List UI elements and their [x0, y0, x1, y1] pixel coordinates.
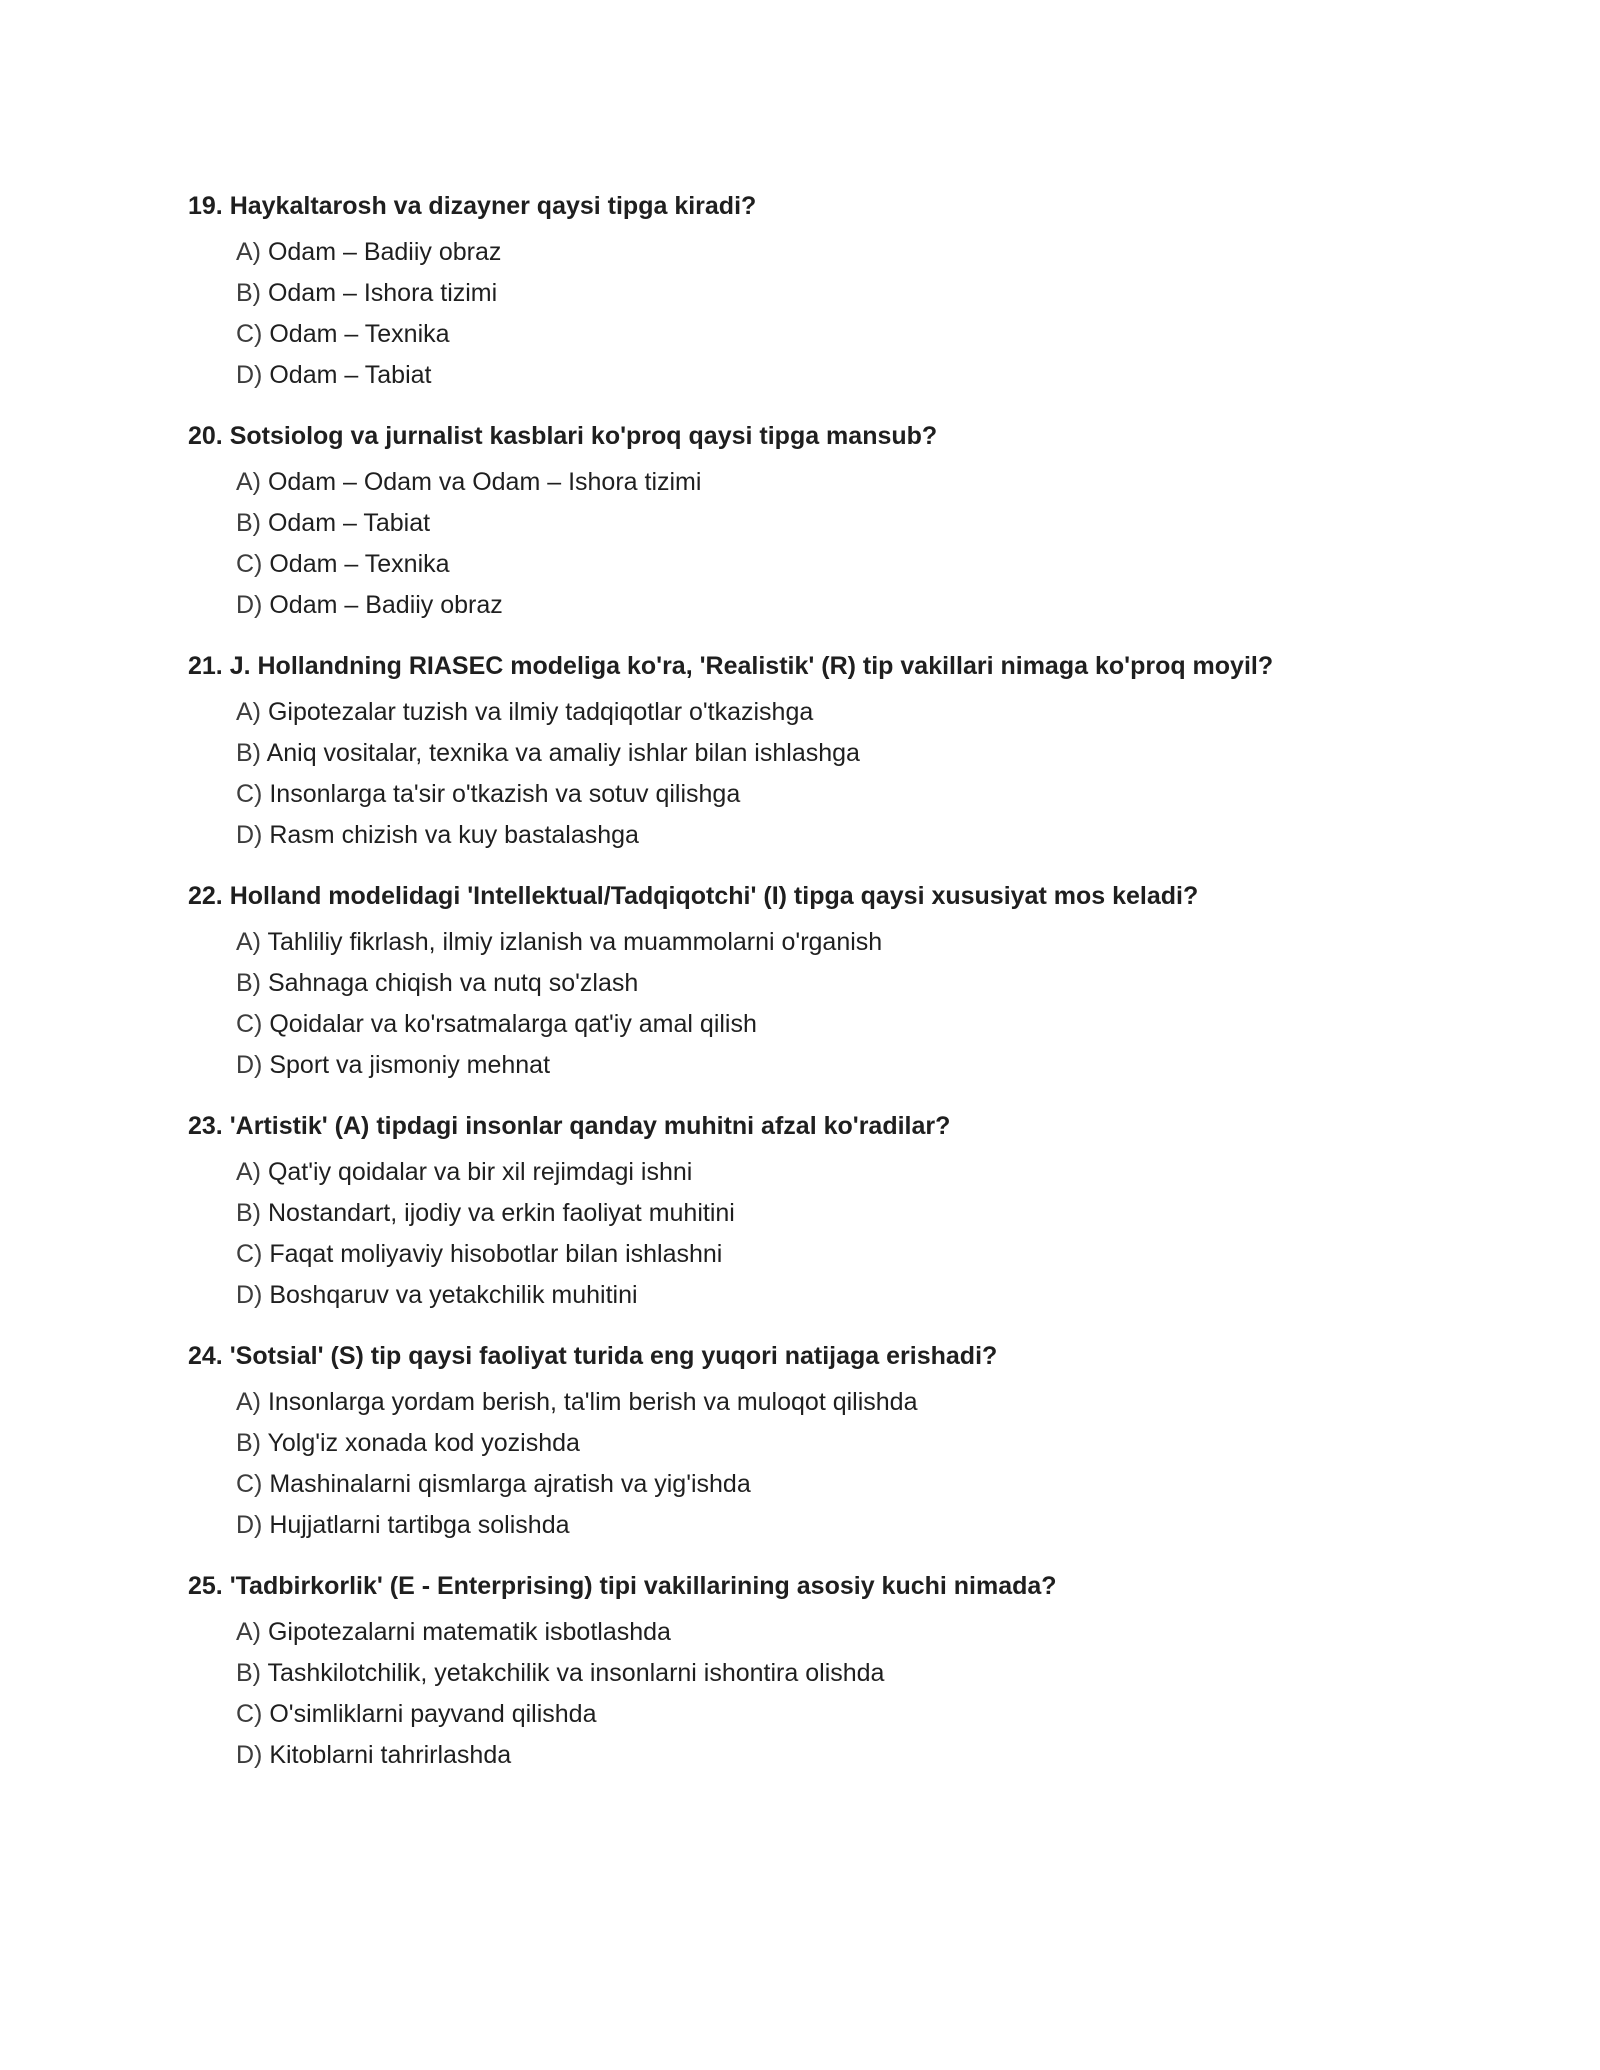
- option-list: [188, 1382, 1428, 1546]
- option-letter: C): [236, 1240, 263, 1268]
- option-text: Sahnaga chiqish va nutq so'zlash: [267, 969, 639, 997]
- option-text: Odam – Odam va Odam – Ishora tizimi: [267, 468, 702, 496]
- option-letter: B): [236, 1659, 261, 1687]
- option-d: [236, 815, 1428, 856]
- option-text: Odam – Texnika: [269, 550, 450, 578]
- option-letter: B): [236, 1429, 261, 1457]
- option-letter: A): [236, 1618, 261, 1646]
- option-d: [236, 1735, 1428, 1776]
- option-d: [236, 585, 1428, 626]
- option-letter: C): [236, 1470, 263, 1498]
- option-c: [236, 1234, 1428, 1275]
- option-c: [236, 1004, 1428, 1045]
- question-title: 22. Holland modelidagi 'Intellektual/Tadqiqotchi' (I) tipga qaysi xususiyat mos keladi?: [188, 882, 1199, 910]
- option-b: [236, 733, 1428, 774]
- option-letter: D): [236, 591, 263, 619]
- option-list: [188, 1612, 1428, 1776]
- option-d: [236, 355, 1428, 396]
- option-letter: D): [236, 1281, 263, 1309]
- option-d: [236, 1275, 1428, 1316]
- question-title: 20. Sotsiolog va jurnalist kasblari ko'proq qaysi tipga mansub?: [188, 422, 938, 450]
- option-a: [236, 232, 1428, 273]
- question-23: [188, 1106, 1428, 1316]
- option-text: Faqat moliyaviy hisobotlar bilan ishlashni: [269, 1240, 723, 1268]
- question-25: [188, 1566, 1428, 1776]
- option-text: Insonlarga ta'sir o'tkazish va sotuv qilishga: [269, 780, 741, 808]
- question-list: [188, 186, 1428, 1796]
- option-text: Nostandart, ijodiy va erkin faoliyat muhitini: [267, 1199, 735, 1227]
- option-letter: A): [236, 1388, 261, 1416]
- option-a: [236, 462, 1428, 503]
- option-text: Tahliliy fikrlash, ilmiy izlanish va muammolarni o'rganish: [267, 928, 883, 956]
- option-c: [236, 774, 1428, 815]
- question-19: [188, 186, 1428, 396]
- option-list: [188, 922, 1428, 1086]
- question-title: 23. 'Artistik' (A) tipdagi insonlar qanday muhitni afzal ko'radilar?: [188, 1112, 951, 1140]
- option-b: [236, 1653, 1428, 1694]
- option-text: Gipotezalar tuzish va ilmiy tadqiqotlar o'tkazishga: [267, 698, 814, 726]
- option-text: O'simliklarni payvand qilishda: [269, 1700, 597, 1728]
- option-text: Odam – Tabiat: [269, 361, 432, 389]
- option-a: [236, 1152, 1428, 1193]
- option-b: [236, 503, 1428, 544]
- option-text: Hujjatlarni tartibga solishda: [269, 1511, 570, 1539]
- option-letter: A): [236, 238, 261, 266]
- option-a: [236, 692, 1428, 733]
- option-text: Sport va jismoniy mehnat: [269, 1051, 551, 1079]
- option-text: Rasm chizish va kuy bastalashga: [269, 821, 639, 849]
- question-title: 21. J. Hollandning RIASEC modeliga ko'ra, 'Realistik' (R) tip vakillari nimaga ko'proq moyil?: [188, 652, 1274, 680]
- question-title: 25. 'Tadbirkorlik' (E - Enterprising) tipi vakillarining asosiy kuchi nimada?: [188, 1572, 1057, 1600]
- option-text: Odam – Tabiat: [267, 509, 431, 537]
- option-letter: C): [236, 1700, 263, 1728]
- option-letter: D): [236, 821, 263, 849]
- option-d: [236, 1045, 1428, 1086]
- option-text: Odam – Badiiy obraz: [267, 238, 502, 266]
- question-24: [188, 1336, 1428, 1546]
- option-list: [188, 232, 1428, 396]
- option-c: [236, 544, 1428, 585]
- option-letter: A): [236, 698, 261, 726]
- option-a: [236, 1382, 1428, 1423]
- option-text: Yolg'iz xonada kod yozishda: [267, 1429, 580, 1457]
- option-text: Aniq vositalar, texnika va amaliy ishlar bilan ishlashga: [266, 739, 860, 767]
- question-title: 24. 'Sotsial' (S) tip qaysi faoliyat turida eng yuqori natijaga erishadi?: [188, 1342, 998, 1370]
- option-letter: A): [236, 468, 261, 496]
- option-letter: D): [236, 1511, 263, 1539]
- option-text: Odam – Badiiy obraz: [269, 591, 503, 619]
- option-c: [236, 1694, 1428, 1735]
- option-a: [236, 1612, 1428, 1653]
- option-letter: B): [236, 1199, 261, 1227]
- option-list: [188, 1152, 1428, 1316]
- option-c: [236, 314, 1428, 355]
- option-text: Insonlarga yordam berish, ta'lim berish va muloqot qilishda: [267, 1388, 918, 1416]
- option-c: [236, 1464, 1428, 1505]
- question-title: 19. Haykaltarosh va dizayner qaysi tipga kiradi?: [188, 192, 757, 220]
- option-d: [236, 1505, 1428, 1546]
- option-b: [236, 273, 1428, 314]
- option-letter: B): [236, 739, 261, 767]
- option-list: [188, 692, 1428, 856]
- option-letter: A): [236, 1158, 261, 1186]
- option-letter: D): [236, 361, 263, 389]
- option-b: [236, 1193, 1428, 1234]
- option-b: [236, 963, 1428, 1004]
- option-letter: B): [236, 509, 261, 537]
- option-text: Odam – Texnika: [269, 320, 450, 348]
- option-letter: D): [236, 1741, 263, 1769]
- option-letter: A): [236, 928, 261, 956]
- option-text: Boshqaruv va yetakchilik muhitini: [269, 1281, 638, 1309]
- option-text: Tashkilotchilik, yetakchilik va insonlarni ishontira olishda: [267, 1659, 885, 1687]
- option-text: Kitoblarni tahrirlashda: [269, 1741, 512, 1769]
- option-letter: C): [236, 320, 263, 348]
- option-letter: B): [236, 969, 261, 997]
- question-20: [188, 416, 1428, 626]
- option-text: Odam – Ishora tizimi: [267, 279, 498, 307]
- option-a: [236, 922, 1428, 963]
- option-letter: C): [236, 780, 263, 808]
- option-text: Mashinalarni qismlarga ajratish va yig'ishda: [269, 1470, 751, 1498]
- option-letter: D): [236, 1051, 263, 1079]
- option-text: Qoidalar va ko'rsatmalarga qat'iy amal qilish: [269, 1010, 757, 1038]
- option-letter: C): [236, 550, 263, 578]
- option-letter: C): [236, 1010, 263, 1038]
- option-text: Gipotezalarni matematik isbotlashda: [267, 1618, 671, 1646]
- option-list: [188, 462, 1428, 626]
- option-text: Qat'iy qoidalar va bir xil rejimdagi ishni: [267, 1158, 693, 1186]
- question-22: [188, 876, 1428, 1086]
- option-letter: B): [236, 279, 261, 307]
- option-b: [236, 1423, 1428, 1464]
- question-21: [188, 646, 1428, 856]
